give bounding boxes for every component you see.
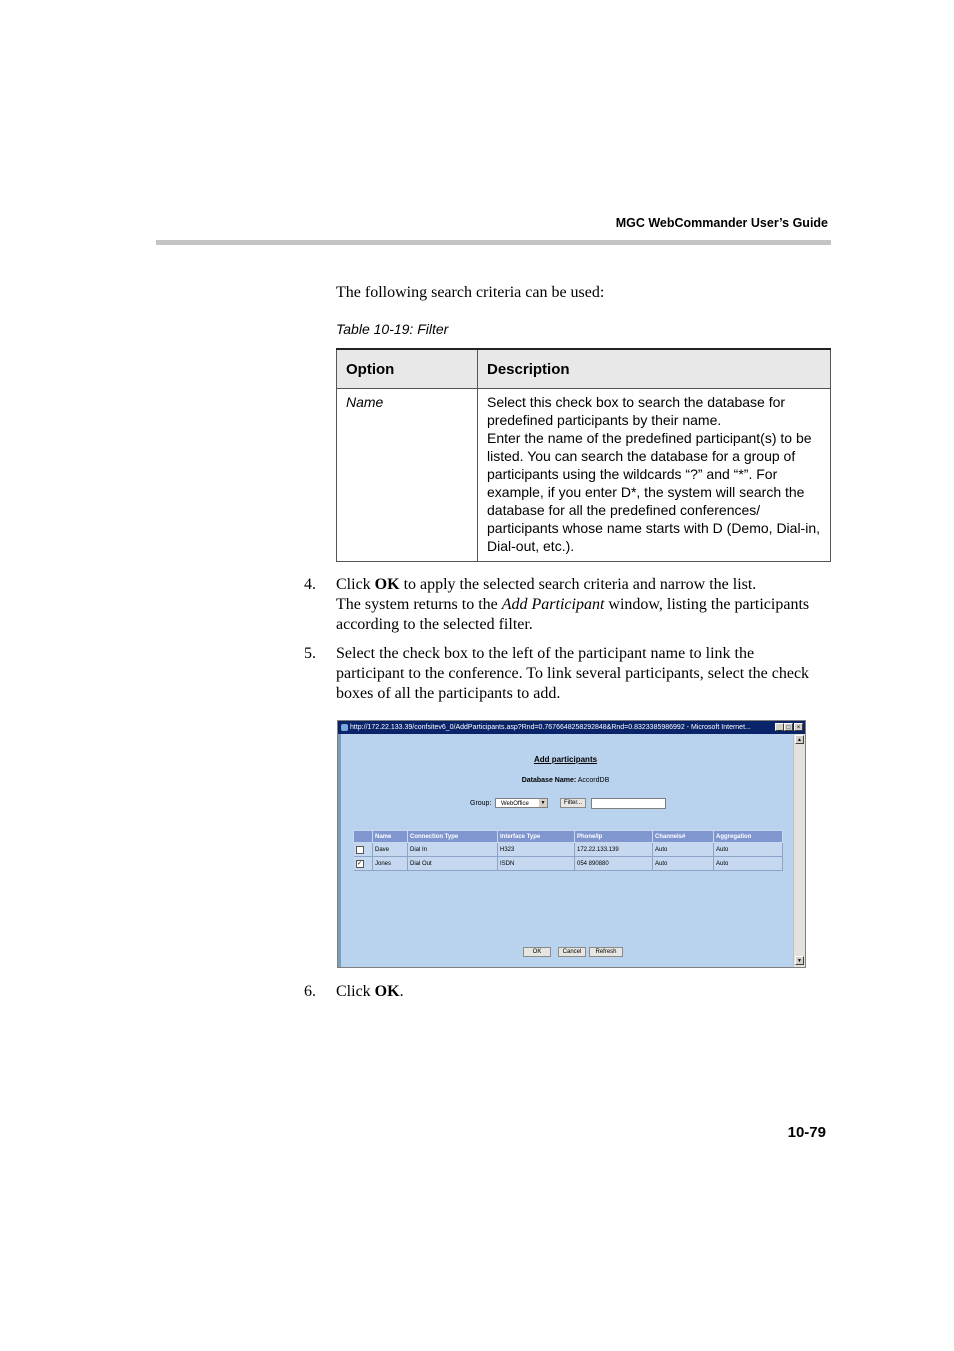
window-left-edge — [338, 734, 341, 967]
description-paragraph: Enter the name of the predefined participant(s) to be listed. You can search the database for a group of participants using the wildcards “?” and “*”. For example, if you enter D*, the system will search the database for all the predefined conferences/ participants whose name starts with D (Demo, Dial-in, Dial-out, etc.). — [487, 430, 821, 554]
step-number: 4. — [304, 576, 316, 593]
select-cell[interactable] — [354, 843, 373, 857]
channels-cell: Auto — [653, 843, 714, 857]
connection-type-cell: Dial In — [408, 843, 498, 857]
interface-type-cell: ISDN — [498, 857, 575, 871]
column-header-phone-ip: Phone/Ip — [575, 831, 653, 843]
intro-text: The following search criteria can be used: — [336, 284, 605, 301]
column-header-interface-type: Interface Type — [498, 831, 575, 843]
maximize-icon[interactable]: □ — [784, 723, 793, 731]
cancel-button[interactable]: Cancel — [558, 947, 586, 957]
add-participants-heading: Add participants — [533, 755, 598, 764]
phone-ip-cell: 172.22.133.139 — [575, 843, 653, 857]
participants-table — [353, 830, 783, 871]
database-name-line — [338, 777, 793, 784]
window-title: http://172.22.133.39/confsitev6_0/AddParticipants.asp?Rnd=0.7676648258292848&Rnd=0.8323385986992 - Microsoft Internet... — [350, 724, 751, 731]
table-row — [337, 389, 831, 562]
column-header-aggregation: Aggregation — [714, 831, 783, 843]
table-row[interactable] — [354, 857, 783, 871]
table-caption: Table 10-19: Filter — [336, 321, 449, 337]
filter-table — [336, 348, 831, 562]
column-header-select — [354, 831, 373, 843]
participants-header-row — [354, 831, 783, 843]
interface-type-cell: H323 — [498, 843, 575, 857]
browser-icon — [341, 724, 348, 731]
vertical-scrollbar[interactable] — [793, 734, 805, 967]
window-name: Add Participant — [501, 596, 605, 613]
phone-ip-cell: 054 890880 — [575, 857, 653, 871]
database-name-label: Database Name: — [521, 777, 577, 784]
step-text: Select the check box to the left of the participant name to link the participant to the conference. To link several participants, select the check boxes of all the participants to add. — [336, 645, 810, 702]
connection-type-cell: Dial Out — [408, 857, 498, 871]
name-cell: Jones — [373, 857, 408, 871]
step-number: 6. — [304, 983, 316, 1000]
scroll-up-icon[interactable]: ▲ — [795, 735, 804, 744]
column-header-connection-type: Connection Type — [408, 831, 498, 843]
group-label: Group: — [470, 800, 492, 807]
ok-term: OK — [374, 576, 400, 593]
database-name-value: AccordDB — [577, 777, 610, 784]
select-cell[interactable] — [354, 857, 373, 871]
step-text: Click OK. — [336, 983, 404, 1000]
group-select-value: WebOffice — [501, 801, 529, 807]
description-paragraph: Select this check box to search the database for predefined participants by their name. — [487, 394, 786, 428]
step-text: Click OK to apply the selected search criteria and narrow the list. — [336, 576, 757, 593]
column-header-name: Name — [373, 831, 408, 843]
option-cell: Name — [337, 389, 478, 562]
page-number: 10-79 — [787, 1124, 826, 1141]
filter-input[interactable] — [591, 798, 666, 809]
filter-table-header-row — [337, 349, 831, 389]
ok-term: OK — [374, 983, 400, 1000]
filter-button[interactable]: Filter... — [560, 798, 586, 808]
column-header-option: Option — [337, 349, 478, 389]
description-cell — [478, 389, 831, 562]
column-header-description: Description — [478, 349, 831, 389]
step-text: The system returns to the Add Participant window, listing the participants according to the selected filter. — [336, 596, 810, 633]
refresh-button[interactable]: Refresh — [589, 947, 623, 957]
participant-checkbox[interactable] — [356, 846, 364, 854]
aggregation-cell: Auto — [714, 843, 783, 857]
group-select[interactable] — [495, 798, 548, 808]
close-icon[interactable]: × — [794, 723, 803, 731]
running-header: MGC WebCommander User’s Guide — [615, 216, 828, 230]
scroll-down-icon[interactable]: ▼ — [795, 956, 804, 965]
column-header-channels: Channels# — [653, 831, 714, 843]
participant-checkbox[interactable]: ✓ — [356, 860, 363, 867]
name-cell: Dave — [373, 843, 408, 857]
ok-button[interactable]: OK — [523, 947, 551, 957]
channels-cell: Auto — [653, 857, 714, 871]
header-rule — [156, 240, 831, 245]
chevron-down-icon[interactable]: ▼ — [540, 800, 546, 806]
step-number: 5. — [304, 645, 316, 662]
aggregation-cell: Auto — [714, 857, 783, 871]
minimize-icon[interactable]: _ — [775, 723, 784, 731]
table-row[interactable] — [354, 843, 783, 857]
add-participants-window — [337, 720, 806, 968]
window-titlebar — [338, 721, 805, 734]
